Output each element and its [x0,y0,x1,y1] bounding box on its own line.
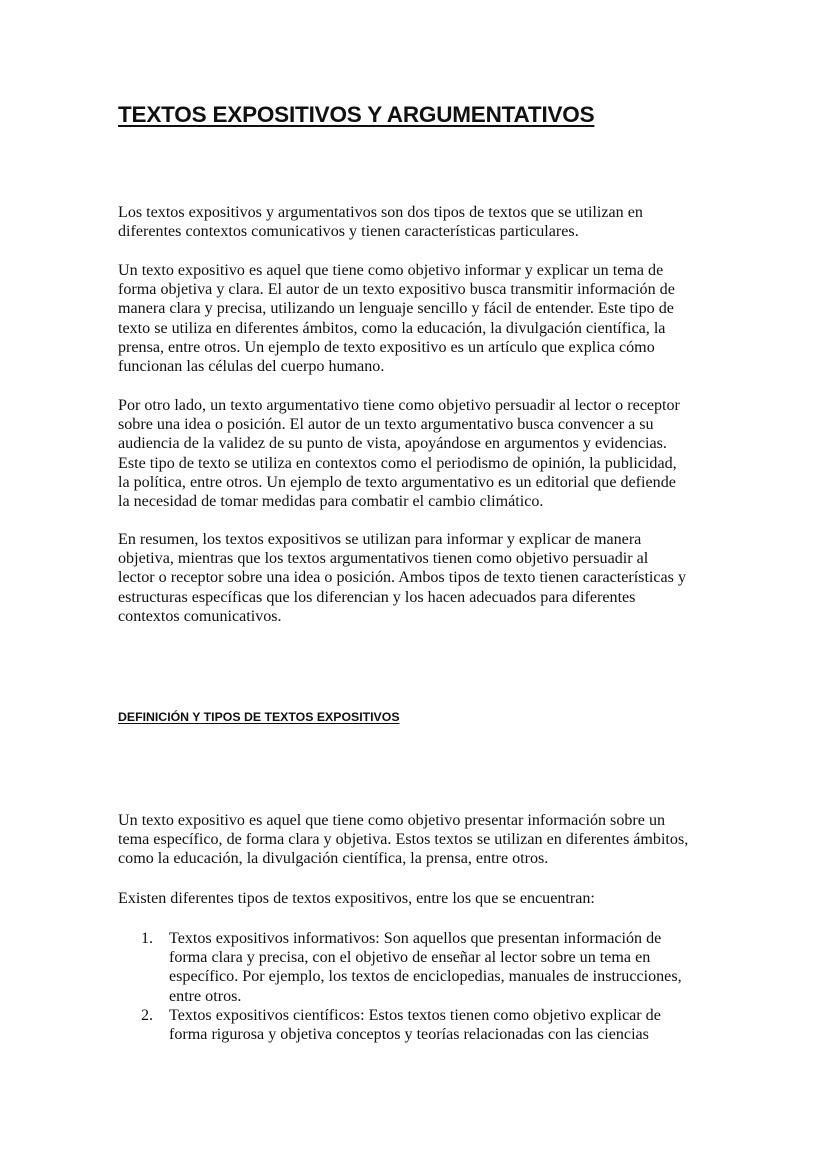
paragraph-line: funcionan las células del cuerpo humano. [118,358,385,376]
paragraph-line: estructuras específicas que los diferencian y los hacen adecuados para diferentes [118,588,636,606]
types-intro-paragraph [118,889,718,908]
paragraph-line: sobre una idea o posición. El autor de un texto argumentativo busca convencer a su [118,416,654,434]
argumentativo-paragraph [118,396,718,511]
paragraph-line: la necesidad de tomar medidas para combatir el cambio climático. [118,493,544,511]
paragraph-line: contextos comunicativos. [118,607,282,625]
paragraph-line: En resumen, los textos expositivos se utilizan para informar y explicar de manera [118,531,642,548]
paragraph-line: manera clara y precisa, utilizando un lenguaje sencillo y fácil de entender. Este tipo de [118,300,674,318]
paragraph-line: prensa, entre otros. Un ejemplo de texto expositivo es un artículo que explica cómo [118,338,655,356]
expositivo-paragraph [118,261,718,376]
list-number: 2. [141,1006,154,1024]
summary-paragraph [118,530,718,626]
paragraph-line: Por otro lado, un texto argumentativo tiene como objetivo persuadir al lector o receptor [118,397,680,414]
paragraph-line: Los textos expositivos y argumentativos son dos tipos de textos que se utilizan en [118,204,643,221]
paragraph-line: Un texto expositivo es aquel que tiene como objetivo presentar información sobre un [118,812,666,829]
section-heading: DEFINICIÓN Y TIPOS DE TEXTOS EXPOSITIVOS [118,710,400,724]
list-item-line: Textos expositivos informativos: Son aquellos que presentan información de [169,930,662,947]
document-title: TEXTOS EXPOSITIVOS Y ARGUMENTATIVOS [118,102,595,127]
paragraph-line: objetiva, mientras que los textos argumentativos tienen como objetivo persuadir al [118,550,649,568]
list-item-line: específico. Por ejemplo, los textos de enciclopedias, manuales de instrucciones, [169,968,682,986]
list-number: 1. [141,930,154,947]
paragraph-line: diferentes contextos comunicativos y tienen características particulares. [118,223,579,241]
paragraph-line: Este tipo de texto se utiliza en contextos como el periodismo de opinión, la publicidad, [118,454,677,472]
types-list [118,929,682,1044]
paragraph-line: forma objetiva y clara. El autor de un texto expositivo busca transmitir información de [118,281,675,299]
definition-paragraph [118,811,718,869]
paragraph-line: como la educación, la divulgación científica, la prensa, entre otros. [118,850,549,868]
list-item-line: entre otros. [169,987,242,1005]
paragraph-line: Un texto expositivo es aquel que tiene como objetivo informar y explicar un tema de [118,262,664,279]
paragraph-line: lector o receptor sobre una idea o posición. Ambos tipos de texto tienen características y [118,569,687,587]
paragraph-line: tema específico, de forma clara y objetiva. Estos textos se utilizan en diferentes ámbitos, [118,831,689,849]
list-item [118,1006,682,1044]
list-item [118,929,682,1006]
list-item-line: forma rigurosa y objetiva conceptos y teorías relacionadas con las ciencias [169,1026,649,1044]
paragraph-line: Existen diferentes tipos de textos expositivos, entre los que se encuentran: [118,890,595,907]
intro-paragraph [118,203,718,241]
paragraph-line: texto se utiliza en diferentes ámbitos, como la educación, la divulgación científica, la [118,319,666,337]
paragraph-line: la política, entre otros. Un ejemplo de texto argumentativo es un editorial que defiende [118,473,676,491]
list-item-line: forma clara y precisa, con el objetivo de enseñar al lector sobre un tema en [169,949,651,967]
list-item-line: Textos expositivos científicos: Estos textos tienen como objetivo explicar de [169,1006,661,1024]
paragraph-line: audiencia de la validez de su punto de vista, apoyándose en argumentos y evidencias. [118,435,667,453]
